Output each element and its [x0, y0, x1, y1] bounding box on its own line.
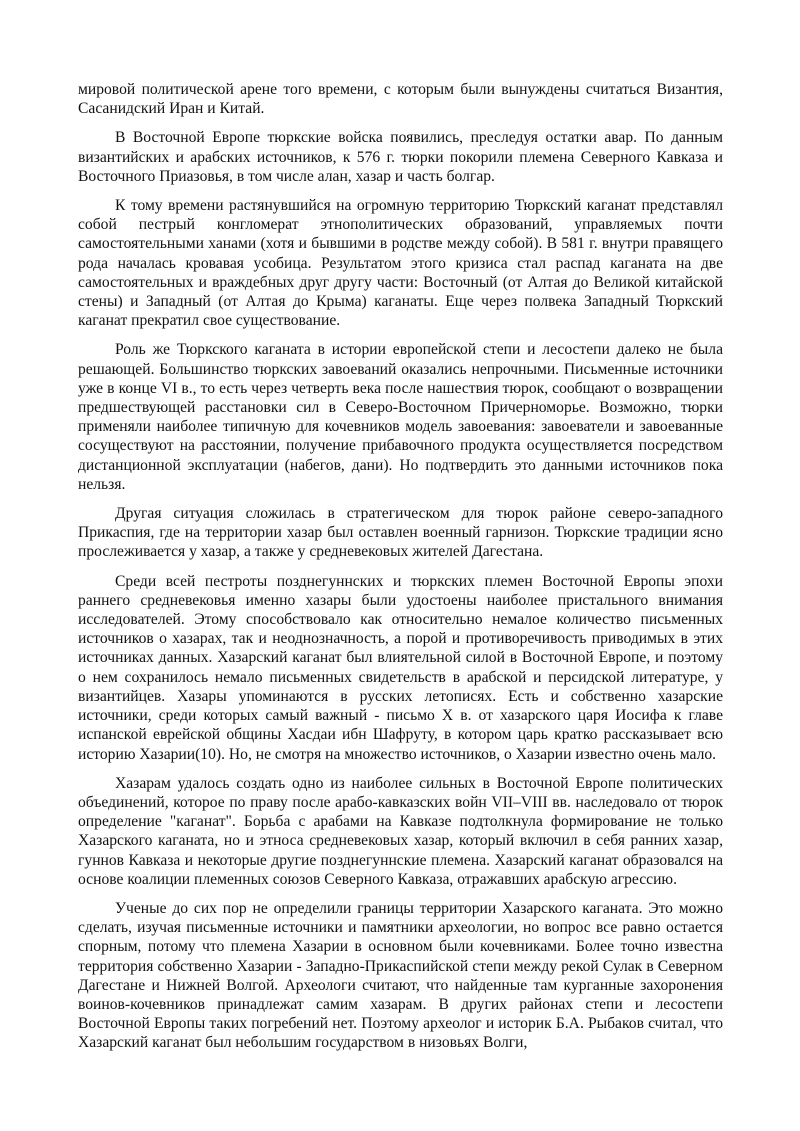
paragraph-territory: Ученые до сих пор не определили границы территории Хазарского каганата. Это можно сделать, изучая письменные источники и памятники археологии, но вопрос все равно остается спорным, потому что племена Хазарии в основном были кочевниками. Более точно известна территория собственно Хазарии - Западно-Прикаспийской степи между рекой Сулак в Северном Дагестане и Нижней Волгой. Археологи считают, что найденные там курганные захоронения воинов-кочевников принадлежат самим хазарам. В других районах степи и лесостепи Восточной Европы таких погребений нет. Поэтому археолог и историк Б.А. Рыбаков считал, что Хазарский каганат был небольшим государством в низовьях Волги,	[78, 899, 723, 1052]
paragraph-caspian-situation: Другая ситуация сложилась в стратегическом для тюрок районе северо-западного Прикаспия, где на территории хазар был оставлен военный гарнизон. Тюркские традиции ясно прослеживается у хазар, а также у средневековых жителей Дагестана.	[78, 505, 723, 561]
paragraph-role-of-khaganate: Роль же Тюркского каганата в истории европейской степи и лесостепи далеко не была решающей. Большинство тюркских завоеваний оказались непрочными. Письменные источники уже в конце VI в., то есть через четверть века после нашествия тюрок, сообщают о возвращении предшествующей расстановки сил в Северо-Восточном Причерноморье. Возможно, тюрки применяли наиболее типичную для кочевников модель завоевания: завоеватели и завоеванные сосуществуют на расстоянии, получение прибавочного продукта осуществляется посредством дистанционной эксплуатации (набегов, дани). Но подтвердить это данными источников пока нельзя.	[78, 341, 723, 493]
paragraph-khazars-sources: Среди всей пестроты позднегуннских и тюркских племен Восточной Европы эпохи раннего средневековья именно хазары были удостоены наиболее пристального внимания исследователей. Этому способствовало как относительно немалое количество письменных источников о хазарах, так и неоднозначность, а порой и противоречивость приводимых в этих источниках данных. Хазарский каганат был влиятельной силой в Восточной Европе, и поэтому о нем сохранилось немало письменных свидетельств в арабской и персидской литературе, у византийцев. Хазары упоминаются в русских летописях. Есть и собственно хазарские источники, среди которых самый важный - письмо X в. от хазарского царя Иосифа к главе испанской еврейской общины Хасдаи ибн Шафруту, в котором царь кратко рассказывает всю историю Хазарии(10). Но, не смотря на множество источников, о Хазарии известно очень мало.	[78, 572, 723, 763]
paragraph-turks-eastern-europe: В Восточной Европе тюркские войска появились, преследуя остатки авар. По данным византийских и арабских источников, к 576 г. тюрки покорили племена Северного Кавказа и Восточного Приазовья, в том числе алан, хазар и часть болгар.	[78, 129, 723, 185]
paragraph-khaganate-split: К тому времени растянувшийся на огромную территорию Тюркский каганат представлял собой пестрый конгломерат этнополитических образований, управляемых почти самостоятельными ханами (хотя и бывшими в родстве между собой). В 581 г. внутри правящего рода началась кровавая усобица. Результатом этого кризиса стал распад каганата на две самостоятельных и враждебных друг другу части: Восточный (от Алтая до Великой китайской стены) и Западный (от Алтая до Крыма) каганаты. Еще через полвека Западный Тюркский каганат прекратил свое существование.	[78, 197, 723, 330]
paragraph-continued: мировой политической арене того времени, с которым были вынуждены считаться Византия, Сасанидский Иран и Китай.	[78, 81, 723, 118]
paragraph-khazar-union: Хазарам удалось создать одно из наиболее сильных в Восточной Европе политических объединений, которое по праву после арабо-кавказских войн VII–VIII вв. наследовало от тюрок определение "каганат". Борьба с арабами на Кавказе подтолкнула формирование не только Хазарского каганата, но и этноса средневековых хазар, который включил в себя ранних хазар, гуннов Кавказа и некоторые другие позднегуннские племена. Хазарский каганат образовался на основе коалиции племенных союзов Северного Кавказа, отражавших арабскую агрессию.	[78, 774, 723, 888]
document-page	[78, 80, 723, 1063]
